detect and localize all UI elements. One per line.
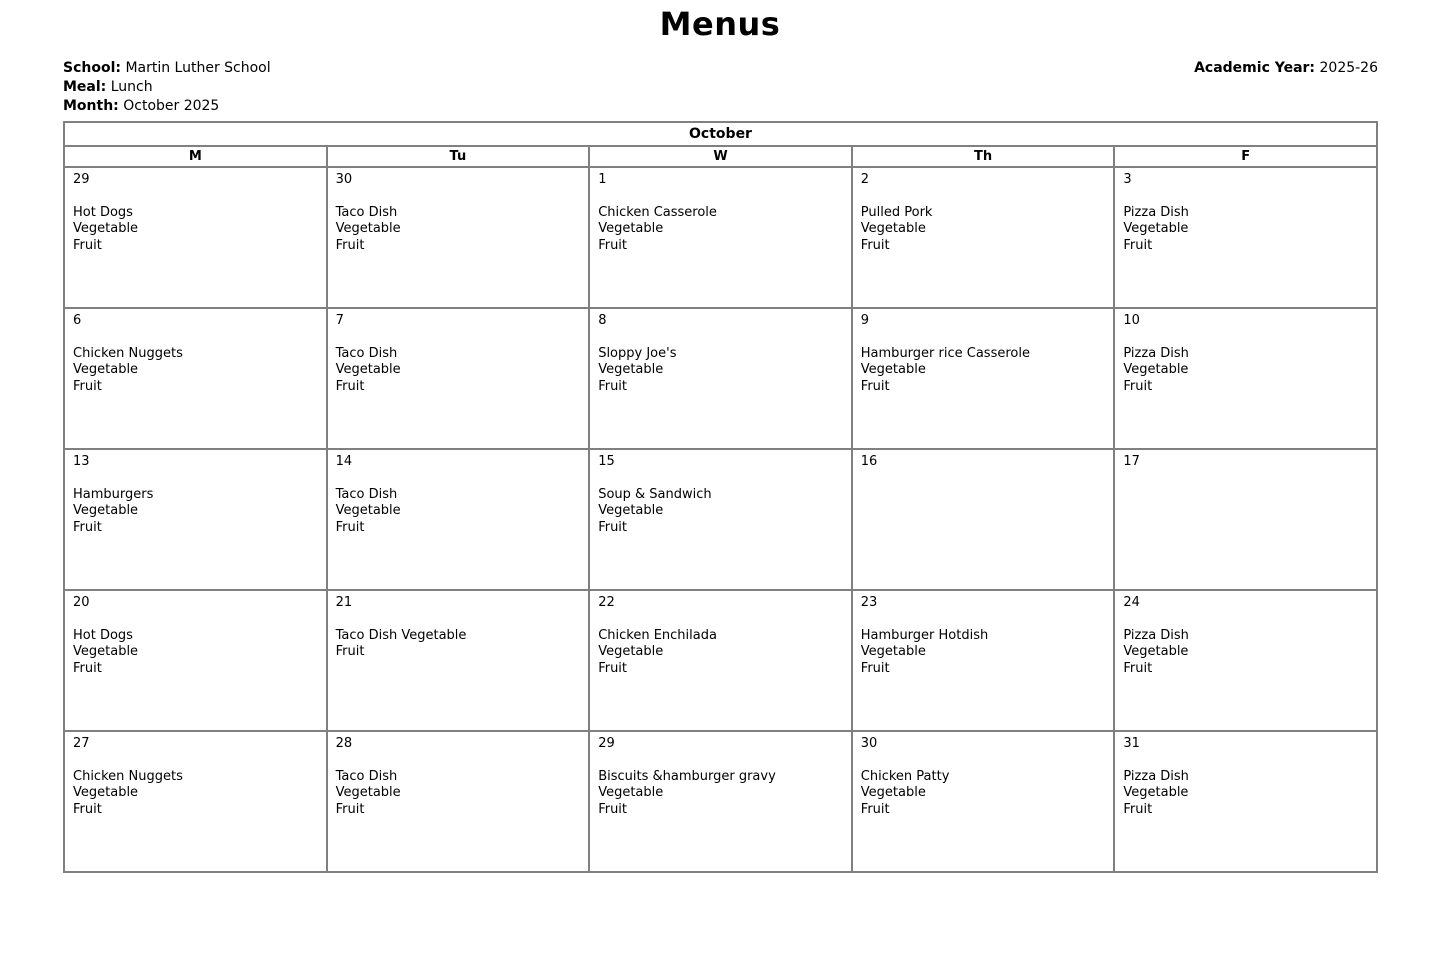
month-label: Month: <box>63 98 119 114</box>
day-number: 2 <box>860 172 870 187</box>
day-number: 3 <box>1123 172 1132 187</box>
menu-items <box>861 769 1106 819</box>
day-number: 30 <box>335 172 353 187</box>
menu-item: Fruit <box>598 801 628 817</box>
menu-items <box>73 487 318 537</box>
day-number: 10 <box>1123 313 1140 328</box>
menu-items <box>73 346 318 396</box>
menu-item: Vegetable <box>335 503 401 518</box>
school-line <box>63 59 1378 78</box>
calendar-day-cell <box>852 449 1115 590</box>
menu-item: Pizza Dish <box>1123 627 1189 643</box>
menu-item: Vegetable <box>598 644 664 659</box>
calendar-week-row <box>64 731 1377 872</box>
menu-items <box>598 487 843 537</box>
day-number: 14 <box>335 454 353 469</box>
meal-label: Meal: <box>63 79 107 95</box>
menu-items <box>73 205 318 255</box>
menu-items <box>73 769 318 819</box>
calendar-day-cell <box>852 167 1115 308</box>
day-number: 20 <box>73 595 90 610</box>
info-section <box>63 59 1378 116</box>
day-number: 1 <box>598 172 607 187</box>
menu-item: Chicken Patty <box>860 768 950 784</box>
menu-items <box>1123 769 1368 819</box>
menu-items <box>598 346 843 396</box>
menu-item: Fruit <box>73 660 102 676</box>
menu-item: Fruit <box>598 378 628 394</box>
menu-items <box>1123 628 1368 678</box>
menu-item: Fruit <box>335 519 365 535</box>
menu-item: Vegetable <box>335 221 401 236</box>
menu-items <box>73 628 318 678</box>
calendar-day-cell <box>1114 167 1377 308</box>
menu-item: Fruit <box>1123 237 1153 253</box>
day-number: 15 <box>598 454 615 469</box>
menu-item: Pizza Dish <box>1123 768 1189 784</box>
calendar-day-cell <box>64 731 327 872</box>
menu-item: Taco Dish <box>335 768 398 784</box>
menu-item: Fruit <box>73 519 102 535</box>
menu-item: Hot Dogs <box>73 204 133 220</box>
menu-items <box>336 628 581 661</box>
calendar-day-cell <box>64 308 327 449</box>
day-number: 31 <box>1123 736 1140 751</box>
menu-item: Fruit <box>598 519 628 535</box>
day-number: 13 <box>73 454 90 469</box>
menu-item: Taco Dish <box>335 204 398 220</box>
calendar-day-cell <box>327 731 590 872</box>
day-number: 21 <box>335 595 353 610</box>
menu-item: Fruit <box>1123 660 1153 676</box>
menu-item: Vegetable <box>1123 785 1189 800</box>
day-number: 29 <box>598 736 615 751</box>
menu-item: Soup & Sandwich <box>598 486 712 502</box>
menu-item: Vegetable <box>598 785 664 800</box>
calendar-day-cell <box>1114 590 1377 731</box>
menu-item: Taco Dish Vegetable <box>335 627 467 643</box>
calendar-day-cell <box>852 731 1115 872</box>
menu-item: Vegetable <box>73 362 139 377</box>
menu-item: Chicken Casserole <box>598 204 717 220</box>
menu-item: Chicken Nuggets <box>73 768 183 784</box>
menu-items <box>1123 346 1368 396</box>
menu-item: Taco Dish <box>335 345 398 361</box>
school-label: School: <box>63 60 121 76</box>
calendar-week-row <box>64 308 1377 449</box>
menu-items <box>861 346 1106 396</box>
academic-year-line <box>1194 59 1378 78</box>
menu-item: Vegetable <box>1123 362 1189 377</box>
menu-items <box>598 205 843 255</box>
menu-item: Biscuits &hamburger gravy <box>598 768 776 784</box>
month-line <box>63 97 1378 116</box>
calendar-day-cell <box>327 167 590 308</box>
calendar-day-cell <box>327 308 590 449</box>
menu-items <box>861 205 1106 255</box>
menu-item: Fruit <box>1123 378 1153 394</box>
day-number: 16 <box>860 454 878 469</box>
menu-item: Vegetable <box>1123 644 1189 659</box>
day-number: 9 <box>860 313 870 328</box>
menu-items <box>598 769 843 819</box>
calendar-week-row <box>64 449 1377 590</box>
menu-item: Fruit <box>73 378 102 394</box>
month-value: October 2025 <box>123 98 220 114</box>
menu-item: Vegetable <box>73 785 139 800</box>
menu-items <box>336 205 581 255</box>
month-header: October <box>64 122 1377 146</box>
menu-item: Sloppy Joe's <box>598 345 677 361</box>
menu-item: Vegetable <box>73 644 139 659</box>
calendar-day-cell <box>589 308 852 449</box>
calendar-day-cell <box>852 590 1115 731</box>
menu-item: Fruit <box>73 237 102 253</box>
menu-calendar-table <box>63 121 1378 873</box>
menu-item: Vegetable <box>860 362 926 377</box>
menu-item: Fruit <box>860 378 890 394</box>
menu-item: Fruit <box>335 237 365 253</box>
menu-items <box>598 628 843 678</box>
menu-item: Fruit <box>860 660 890 676</box>
menu-item: Vegetable <box>73 221 139 236</box>
meal-value: Lunch <box>110 79 153 95</box>
calendar-day-cell <box>589 590 852 731</box>
calendar-day-cell <box>589 731 852 872</box>
calendar-week-row <box>64 167 1377 308</box>
day-header-monday: M <box>64 146 327 167</box>
calendar-day-cell <box>64 590 327 731</box>
day-number: 29 <box>73 172 90 187</box>
menu-item: Fruit <box>860 801 890 817</box>
calendar-week-row <box>64 590 1377 731</box>
day-header-wednesday: W <box>589 146 852 167</box>
menu-item: Fruit <box>73 801 102 817</box>
menu-item: Hamburgers <box>73 486 154 502</box>
calendar-day-cell <box>327 449 590 590</box>
menu-items <box>336 346 581 396</box>
menu-item: Vegetable <box>335 785 401 800</box>
day-number: 27 <box>73 736 90 751</box>
day-header-friday: F <box>1114 146 1377 167</box>
menu-item: Chicken Nuggets <box>73 345 183 361</box>
menu-items <box>1123 205 1368 255</box>
day-number: 28 <box>335 736 353 751</box>
menu-item: Fruit <box>1123 801 1153 817</box>
calendar-day-cell <box>327 590 590 731</box>
day-number: 7 <box>335 313 344 328</box>
day-header-row <box>64 146 1377 167</box>
menu-item: Fruit <box>335 644 365 659</box>
calendar-day-cell <box>64 167 327 308</box>
day-number: 8 <box>598 313 607 328</box>
menu-item: Vegetable <box>860 644 926 659</box>
calendar-day-cell <box>589 167 852 308</box>
school-value: Martin Luther School <box>125 60 271 76</box>
calendar-day-cell <box>1114 449 1377 590</box>
academic-year-value: 2025-26 <box>1319 60 1378 76</box>
day-header-tuesday: Tu <box>327 146 590 167</box>
menu-item: Hamburger Hotdish <box>860 627 989 643</box>
menu-item: Chicken Enchilada <box>598 627 717 643</box>
calendar-day-cell <box>64 449 327 590</box>
day-number: 30 <box>860 736 878 751</box>
menu-item: Vegetable <box>335 362 401 377</box>
month-header-row <box>64 122 1377 146</box>
menu-item: Hamburger rice Casserole <box>860 345 1030 361</box>
day-number: 22 <box>598 595 615 610</box>
calendar-day-cell <box>589 449 852 590</box>
day-number: 6 <box>73 313 82 328</box>
menu-items <box>336 487 581 537</box>
menu-item: Pulled Pork <box>860 204 933 220</box>
academic-year-label: Academic Year: <box>1194 60 1316 76</box>
menu-item: Fruit <box>335 378 365 394</box>
menu-items <box>336 769 581 819</box>
menu-item: Vegetable <box>73 503 139 518</box>
menu-item: Pizza Dish <box>1123 345 1189 361</box>
menu-item: Fruit <box>335 801 365 817</box>
calendar-body <box>64 167 1377 872</box>
calendar-day-cell <box>1114 308 1377 449</box>
day-number: 24 <box>1123 595 1140 610</box>
menu-items <box>861 628 1106 678</box>
menu-item: Fruit <box>598 660 628 676</box>
menu-item: Vegetable <box>860 785 926 800</box>
menu-item: Fruit <box>860 237 890 253</box>
meal-line <box>63 78 1378 97</box>
menu-item: Vegetable <box>598 362 664 377</box>
menu-item: Hot Dogs <box>73 627 133 643</box>
menu-item: Pizza Dish <box>1123 204 1189 220</box>
menu-item: Vegetable <box>598 503 664 518</box>
day-header-thursday: Th <box>852 146 1115 167</box>
menu-item: Vegetable <box>1123 221 1189 236</box>
menu-item: Vegetable <box>598 221 664 236</box>
calendar-day-cell <box>1114 731 1377 872</box>
menu-item: Taco Dish <box>335 486 398 502</box>
menu-item: Fruit <box>598 237 628 253</box>
page-title: Menus <box>659 5 781 43</box>
day-number: 23 <box>860 595 878 610</box>
day-number: 17 <box>1123 454 1140 469</box>
calendar-day-cell <box>852 308 1115 449</box>
menu-item: Vegetable <box>860 221 926 236</box>
